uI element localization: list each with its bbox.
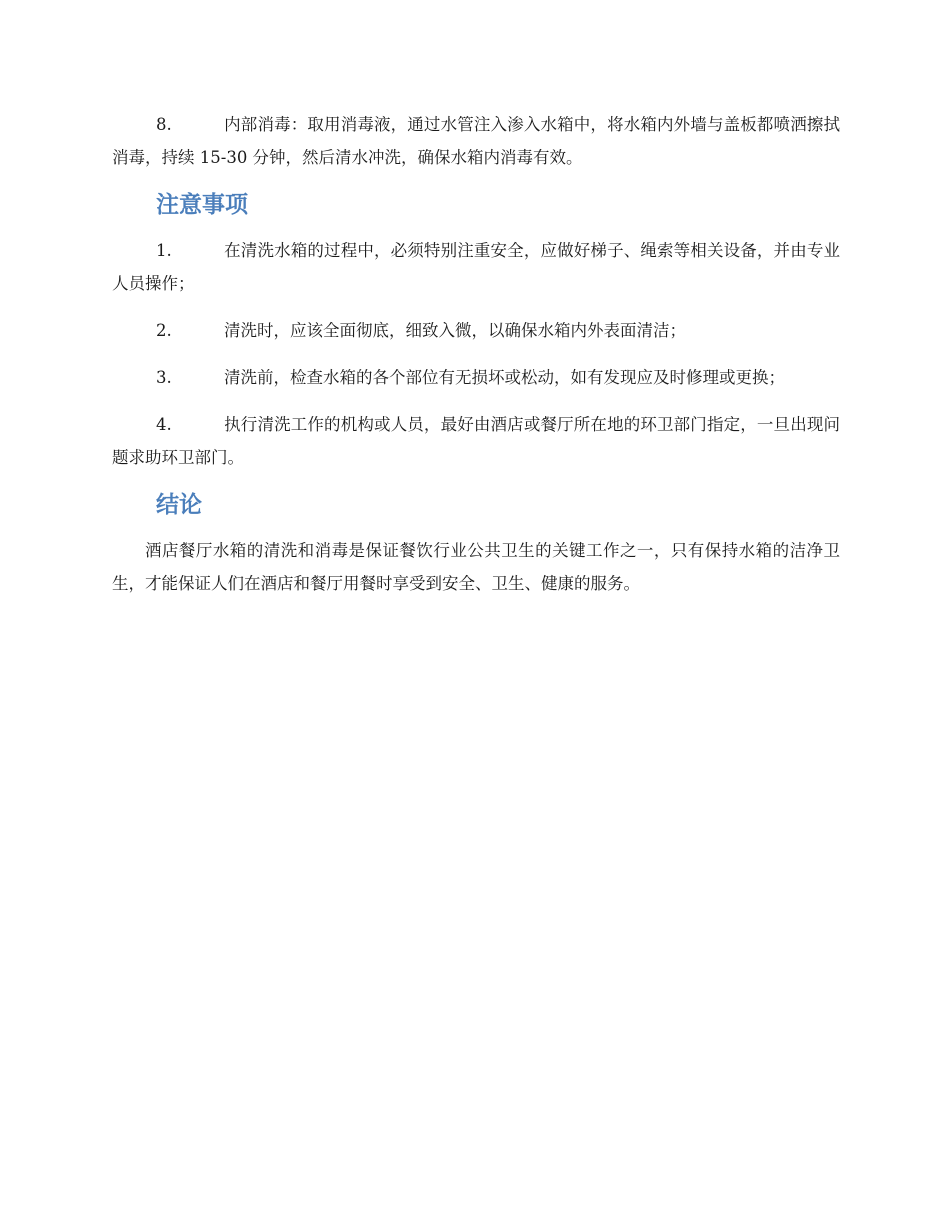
conclusion-paragraph: 酒店餐厅水箱的清洗和消毒是保证餐饮行业公共卫生的关键工作之一，只有保持水箱的洁净卫生，才能保证人们在酒店和餐厅用餐时享受到安全、卫生、健康的服务。	[112, 541, 840, 593]
list-text: 内部消毒：取用消毒液，通过水管注入渗入水箱中，将水箱内外墙与盖板都喷洒擦拭消毒，持续 15-30 分钟，然后清水冲洗，确保水箱内消毒有效。	[112, 115, 840, 167]
list-number: 4.	[156, 415, 172, 434]
document-content	[112, 108, 840, 614]
list-number: 8.	[156, 115, 172, 134]
list-item-step-8	[112, 108, 840, 174]
list-text: 清洗前，检查水箱的各个部位有无损坏或松动，如有发现应及时修理或更换；	[224, 368, 785, 387]
list-number: 1.	[156, 241, 172, 260]
list-item-note-4	[112, 408, 840, 474]
section-heading-notes: 注意事项	[156, 192, 248, 218]
list-text: 执行清洗工作的机构或人员，最好由酒店或餐厅所在地的环卫部门指定，一旦出现问题求助环卫部门。	[112, 415, 840, 467]
list-item-note-2	[112, 314, 840, 347]
list-item-note-1	[112, 234, 840, 300]
list-text: 在清洗水箱的过程中，必须特别注重安全，应做好梯子、绳索等相关设备，并由专业人员操作；	[112, 241, 840, 293]
list-item-note-3	[112, 361, 840, 394]
section-heading-conclusion: 结论	[156, 492, 202, 518]
list-number: 2.	[156, 321, 172, 340]
list-text: 清洗时，应该全面彻底，细致入微，以确保水箱内外表面清洁；	[224, 321, 686, 340]
list-number: 3.	[156, 368, 172, 387]
